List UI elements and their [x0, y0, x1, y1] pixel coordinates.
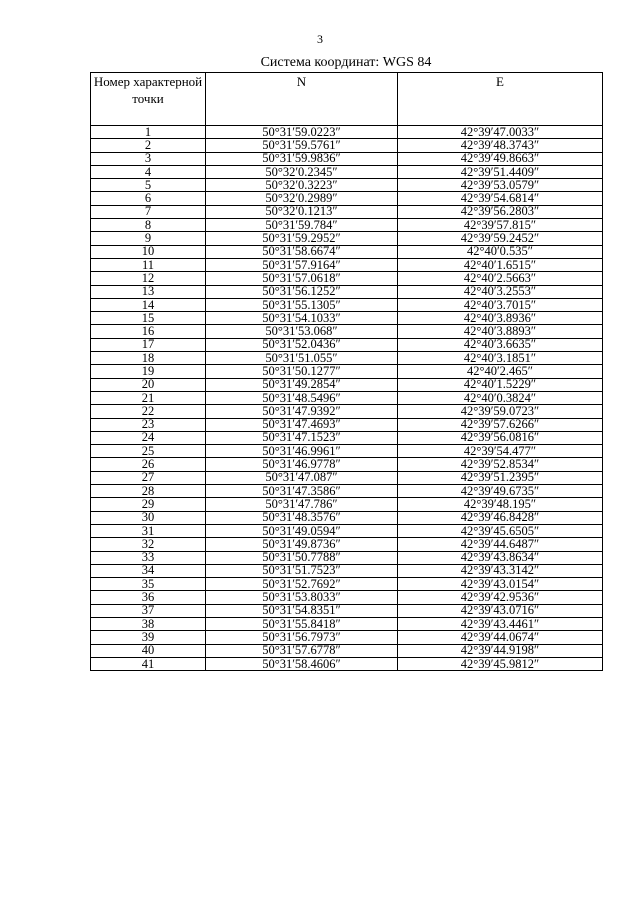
cell-n: 50°31′59.9836″	[206, 152, 398, 165]
cell-point-number: 2	[91, 139, 206, 152]
cell-point-number: 35	[91, 578, 206, 591]
table-row	[91, 179, 603, 192]
table-row	[91, 192, 603, 205]
cell-point-number: 1	[91, 126, 206, 139]
cell-point-number: 40	[91, 644, 206, 657]
cell-e: 42°40′3.6635″	[398, 338, 603, 351]
cell-point-number: 39	[91, 631, 206, 644]
cell-n: 50°31′48.3576″	[206, 511, 398, 524]
cell-point-number: 30	[91, 511, 206, 524]
table-row	[91, 245, 603, 258]
cell-n: 50°31′47.9392″	[206, 405, 398, 418]
cell-e: 42°39′49.6735″	[398, 485, 603, 498]
cell-n: 50°31′59.784″	[206, 219, 398, 232]
table-row	[91, 126, 603, 139]
cell-point-number: 9	[91, 232, 206, 245]
table-row	[91, 657, 603, 670]
cell-n: 50°31′46.9778″	[206, 458, 398, 471]
cell-n: 50°32′0.1213″	[206, 205, 398, 218]
cell-n: 50°31′54.8351″	[206, 604, 398, 617]
cell-n: 50°31′54.1033″	[206, 312, 398, 325]
cell-e: 42°39′44.9198″	[398, 644, 603, 657]
cell-e: 42°39′59.0723″	[398, 405, 603, 418]
table-row	[91, 418, 603, 431]
table-row	[91, 524, 603, 537]
cell-n: 50°31′55.1305″	[206, 298, 398, 311]
table-row	[91, 498, 603, 511]
cell-e: 42°39′45.9812″	[398, 657, 603, 670]
cell-e: 42°39′48.3743″	[398, 139, 603, 152]
cell-e: 42°40′3.8936″	[398, 312, 603, 325]
cell-n: 50°31′47.786″	[206, 498, 398, 511]
cell-point-number: 14	[91, 298, 206, 311]
table-row	[91, 165, 603, 178]
table-row	[91, 272, 603, 285]
cell-e: 42°39′44.0674″	[398, 631, 603, 644]
table-row	[91, 591, 603, 604]
cell-e: 42°40′2.465″	[398, 365, 603, 378]
coordinates-table	[90, 72, 603, 671]
table-row	[91, 378, 603, 391]
cell-point-number: 10	[91, 245, 206, 258]
header-e: E	[398, 73, 603, 126]
table-row	[91, 431, 603, 444]
header-point-number: Номер характерной точки	[91, 73, 206, 126]
table-row	[91, 232, 603, 245]
header-n: N	[206, 73, 398, 126]
cell-e: 42°39′49.8663″	[398, 152, 603, 165]
cell-n: 50°31′55.8418″	[206, 617, 398, 630]
cell-e: 42°40′3.1851″	[398, 352, 603, 365]
cell-point-number: 24	[91, 431, 206, 444]
table-row	[91, 405, 603, 418]
cell-point-number: 18	[91, 352, 206, 365]
cell-e: 42°39′54.6814″	[398, 192, 603, 205]
cell-point-number: 31	[91, 524, 206, 537]
cell-n: 50°31′50.7788″	[206, 551, 398, 564]
table-row	[91, 538, 603, 551]
cell-n: 50°31′51.055″	[206, 352, 398, 365]
cell-point-number: 8	[91, 219, 206, 232]
cell-point-number: 22	[91, 405, 206, 418]
cell-point-number: 23	[91, 418, 206, 431]
cell-n: 50°31′49.8736″	[206, 538, 398, 551]
cell-point-number: 26	[91, 458, 206, 471]
cell-n: 50°31′53.068″	[206, 325, 398, 338]
cell-n: 50°31′52.7692″	[206, 578, 398, 591]
table-row	[91, 631, 603, 644]
cell-point-number: 17	[91, 338, 206, 351]
cell-n: 50°31′47.087″	[206, 471, 398, 484]
cell-point-number: 34	[91, 564, 206, 577]
cell-e: 42°40′0.535″	[398, 245, 603, 258]
cell-n: 50°31′46.9961″	[206, 445, 398, 458]
cell-e: 42°39′43.8634″	[398, 551, 603, 564]
cell-point-number: 27	[91, 471, 206, 484]
cell-n: 50°31′47.1523″	[206, 431, 398, 444]
cell-point-number: 19	[91, 365, 206, 378]
cell-e: 42°39′44.6487″	[398, 538, 603, 551]
cell-n: 50°31′58.6674″	[206, 245, 398, 258]
cell-point-number: 21	[91, 391, 206, 404]
table-row	[91, 298, 603, 311]
cell-e: 42°40′3.8893″	[398, 325, 603, 338]
cell-n: 50°31′50.1277″	[206, 365, 398, 378]
table-row	[91, 139, 603, 152]
cell-e: 42°39′59.2452″	[398, 232, 603, 245]
cell-point-number: 6	[91, 192, 206, 205]
table-body	[91, 126, 603, 671]
cell-n: 50°32′0.2345″	[206, 165, 398, 178]
page-number: 3	[317, 32, 323, 46]
table-row	[91, 511, 603, 524]
cell-n: 50°31′58.4606″	[206, 657, 398, 670]
cell-e: 42°40′1.6515″	[398, 258, 603, 271]
cell-e: 42°39′47.0033″	[398, 126, 603, 139]
cell-point-number: 3	[91, 152, 206, 165]
cell-n: 50°31′47.3586″	[206, 485, 398, 498]
table-row	[91, 219, 603, 232]
table-row	[91, 152, 603, 165]
cell-e: 42°40′3.7015″	[398, 298, 603, 311]
cell-e: 42°39′56.0816″	[398, 431, 603, 444]
cell-n: 50°31′57.0618″	[206, 272, 398, 285]
cell-point-number: 12	[91, 272, 206, 285]
cell-n: 50°31′59.2952″	[206, 232, 398, 245]
cell-e: 42°39′54.477″	[398, 445, 603, 458]
cell-n: 50°32′0.3223″	[206, 179, 398, 192]
table-row	[91, 205, 603, 218]
cell-n: 50°31′49.0594″	[206, 524, 398, 537]
table-row	[91, 325, 603, 338]
cell-e: 42°39′56.2803″	[398, 205, 603, 218]
cell-n: 50°31′57.6778″	[206, 644, 398, 657]
cell-point-number: 11	[91, 258, 206, 271]
cell-n: 50°31′59.5761″	[206, 139, 398, 152]
cell-e: 42°39′43.0716″	[398, 604, 603, 617]
cell-e: 42°39′45.6505″	[398, 524, 603, 537]
table-row	[91, 564, 603, 577]
cell-n: 50°31′57.9164″	[206, 258, 398, 271]
cell-e: 42°40′3.2553″	[398, 285, 603, 298]
cell-n: 50°31′52.0436″	[206, 338, 398, 351]
cell-point-number: 41	[91, 657, 206, 670]
cell-e: 42°39′51.2395″	[398, 471, 603, 484]
cell-point-number: 32	[91, 538, 206, 551]
table-row	[91, 644, 603, 657]
cell-n: 50°31′49.2854″	[206, 378, 398, 391]
cell-point-number: 37	[91, 604, 206, 617]
cell-n: 50°31′51.7523″	[206, 564, 398, 577]
cell-point-number: 4	[91, 165, 206, 178]
table-row	[91, 258, 603, 271]
cell-point-number: 36	[91, 591, 206, 604]
cell-e: 42°39′51.4409″	[398, 165, 603, 178]
cell-point-number: 29	[91, 498, 206, 511]
table-row	[91, 445, 603, 458]
coordinate-system-title: Система координат: WGS 84	[260, 55, 432, 70]
cell-e: 42°39′57.6266″	[398, 418, 603, 431]
cell-point-number: 5	[91, 179, 206, 192]
cell-e: 42°39′48.195″	[398, 498, 603, 511]
cell-point-number: 28	[91, 485, 206, 498]
table-row	[91, 604, 603, 617]
cell-point-number: 20	[91, 378, 206, 391]
table-row	[91, 312, 603, 325]
cell-e: 42°40′0.3824″	[398, 391, 603, 404]
cell-point-number: 25	[91, 445, 206, 458]
cell-e: 42°39′46.8428″	[398, 511, 603, 524]
cell-point-number: 7	[91, 205, 206, 218]
cell-n: 50°31′56.1252″	[206, 285, 398, 298]
cell-e: 42°40′2.5663″	[398, 272, 603, 285]
cell-e: 42°39′43.3142″	[398, 564, 603, 577]
table-header	[91, 73, 603, 126]
cell-e: 42°39′53.0579″	[398, 179, 603, 192]
cell-n: 50°31′59.0223″	[206, 126, 398, 139]
cell-point-number: 15	[91, 312, 206, 325]
cell-point-number: 13	[91, 285, 206, 298]
cell-e: 42°39′42.9536″	[398, 591, 603, 604]
cell-n: 50°31′53.8033″	[206, 591, 398, 604]
cell-e: 42°39′52.8534″	[398, 458, 603, 471]
table-row	[91, 352, 603, 365]
table-row	[91, 285, 603, 298]
table-row	[91, 578, 603, 591]
table-row	[91, 365, 603, 378]
table-row	[91, 617, 603, 630]
cell-e: 42°39′43.0154″	[398, 578, 603, 591]
cell-e: 42°40′1.5229″	[398, 378, 603, 391]
cell-n: 50°31′56.7973″	[206, 631, 398, 644]
header-row	[91, 73, 603, 126]
cell-e: 42°39′57.815″	[398, 219, 603, 232]
table-row	[91, 551, 603, 564]
cell-point-number: 16	[91, 325, 206, 338]
cell-n: 50°31′48.5496″	[206, 391, 398, 404]
cell-point-number: 38	[91, 617, 206, 630]
cell-e: 42°39′43.4461″	[398, 617, 603, 630]
cell-n: 50°32′0.2989″	[206, 192, 398, 205]
cell-n: 50°31′47.4693″	[206, 418, 398, 431]
table-row	[91, 338, 603, 351]
table-row	[91, 485, 603, 498]
table-row	[91, 458, 603, 471]
table-row	[91, 471, 603, 484]
table-row	[91, 391, 603, 404]
cell-point-number: 33	[91, 551, 206, 564]
